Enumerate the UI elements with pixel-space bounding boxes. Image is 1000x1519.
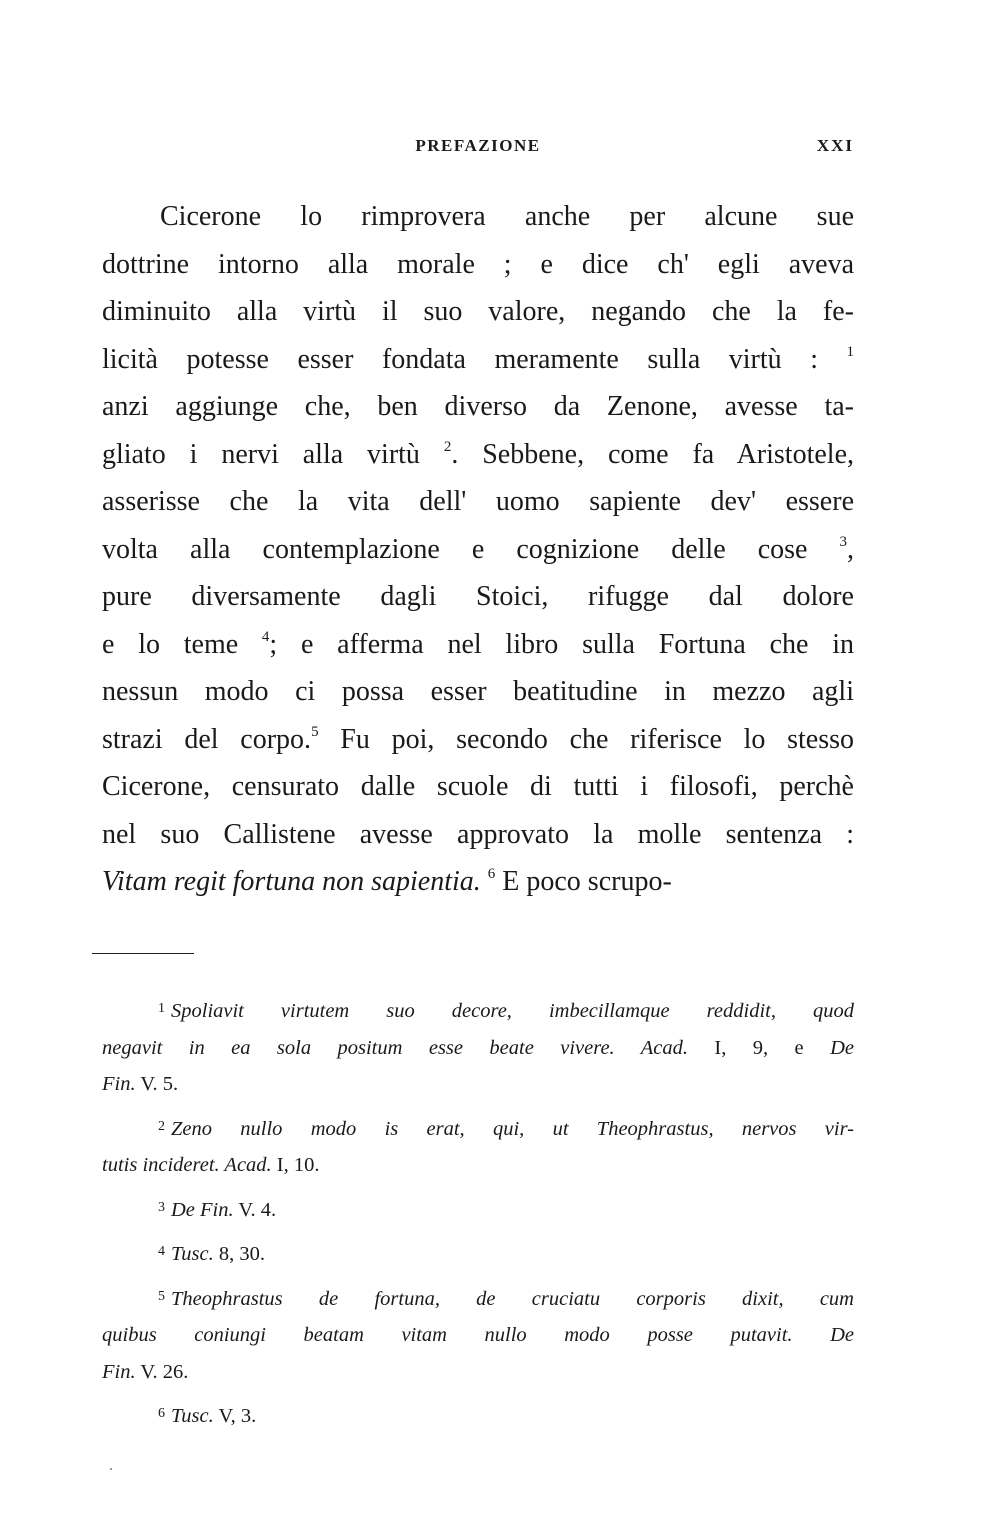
body-line: Cicerone, censurato dalle scuole di tutti i filosofi, perchè — [102, 771, 854, 802]
body-line — [102, 621, 854, 669]
footnote-text: V. 5. — [135, 1073, 179, 1095]
body-text-run: licità potesse esser fondata meramente sulla virtù : — [102, 343, 818, 375]
footnote-line — [102, 1236, 854, 1273]
body-text-run: ; e afferma nel libro sulla Fortuna che in — [269, 628, 854, 660]
footnote-number: 3 — [158, 1199, 165, 1215]
footnote-text: Theophrastus de fortuna, de cruciatu corporis dixit, cum — [171, 1287, 854, 1310]
body-text-run: . Sebbene, come fa Aristotele, — [451, 438, 854, 470]
body-line: Cicerone lo rimprovera anche per alcune sue — [160, 201, 854, 232]
footnote-line — [102, 1192, 854, 1229]
footnote-number: 4 — [158, 1244, 165, 1259]
latin-quote: Vitam regit fortuna non sapientia. — [102, 866, 481, 897]
footnote-line — [102, 1066, 854, 1103]
footnote-text: V. 26. — [135, 1360, 189, 1383]
body-text-run: e lo teme — [102, 628, 239, 660]
footnote-text: tutis incideret. Acad. — [102, 1154, 272, 1176]
footnote-text: Tusc. — [171, 1243, 214, 1265]
body-line: anzi aggiunge che, ben diverso da Zenone, avesse ta- — [102, 391, 854, 422]
footnote-line — [102, 1398, 854, 1435]
footnote-number: 6 — [158, 1406, 165, 1421]
footnote-text: 8, 30. — [213, 1243, 265, 1265]
body-line — [102, 431, 854, 479]
footnote-text: negavit in ea sola positum esse beate vivere. Acad. — [102, 1036, 688, 1059]
footnote-text: Tusc. — [171, 1405, 214, 1427]
body-line: dottrine intorno alla morale ; e dice ch' egli aveva — [102, 248, 854, 280]
body-text-run: Fu poi, secondo che riferisce lo stesso — [318, 723, 855, 755]
body-text-run: E poco scrupo- — [495, 866, 672, 897]
body-line — [102, 526, 854, 574]
body-text — [102, 193, 854, 906]
running-head — [102, 136, 854, 160]
footnote-text: I, 10. — [271, 1154, 320, 1176]
footnote-ref: 3 — [839, 533, 848, 550]
footnote-number: 5 — [158, 1288, 165, 1304]
footnote-line — [102, 1030, 854, 1067]
footnote-text: Spoliavit virtutem suo decore, imbecillamque reddidit, quod — [171, 1000, 854, 1022]
page-number: XXI — [816, 136, 854, 155]
body-text-run: strazi del corpo. — [102, 723, 312, 755]
footnote-ref: 2 — [443, 438, 452, 455]
footnote-number: 1 — [158, 1001, 165, 1016]
body-line: nessun modo ci possa esser beatitudine in mezzo agli — [102, 676, 854, 707]
footnote-text: Fin. — [102, 1360, 136, 1383]
footnote-line — [102, 1354, 854, 1391]
footnote-line — [102, 1111, 854, 1148]
footnote-ref: 5 — [311, 723, 319, 740]
footnote-text: Zeno nullo modo is erat, qui, ut Theophrastus, nervos vir- — [171, 1117, 854, 1140]
footnote-ref: 6 — [487, 866, 496, 882]
footnote-ref: 1 — [846, 343, 854, 360]
footnote-separator — [92, 953, 194, 954]
footnote-text: De — [830, 1036, 854, 1059]
running-head-title: PREFAZIONE — [415, 136, 541, 155]
body-line — [102, 858, 854, 906]
footnote-text: Fin. — [102, 1073, 136, 1095]
footnote-line: quibus coniungi beatam vitam nullo modo posse putavit. De — [102, 1324, 854, 1346]
body-text-run: volta alla contemplazione e cognizione delle cose — [102, 533, 808, 565]
footnote-number: 2 — [158, 1118, 165, 1134]
footnote-text: De Fin. — [171, 1198, 234, 1221]
body-line: diminuito alla virtù il suo valore, negando che la fe- — [102, 296, 854, 327]
footnote-text: I, 9, e — [687, 1036, 831, 1059]
body-line: asserisse che la vita dell' uomo sapiente dev' essere — [102, 486, 854, 517]
footnote-line — [102, 993, 854, 1030]
body-line — [102, 336, 854, 384]
body-text-run: gliato i nervi alla virtù — [102, 438, 420, 470]
footnote-line — [102, 1147, 854, 1184]
body-line: pure diversamente dagli Stoici, rifugge dal dolore — [102, 581, 854, 612]
footnote-ref: 4 — [261, 628, 270, 645]
footnotes — [102, 993, 854, 1435]
footnote-text: V, 3. — [213, 1405, 257, 1427]
body-text-run: , — [847, 533, 855, 565]
body-line — [102, 716, 854, 764]
footnote-line — [102, 1281, 854, 1318]
page-speck — [110, 1468, 112, 1470]
body-line: nel suo Callistene avesse approvato la molle sentenza : — [102, 818, 854, 850]
footnote-text: V. 4. — [233, 1198, 277, 1221]
